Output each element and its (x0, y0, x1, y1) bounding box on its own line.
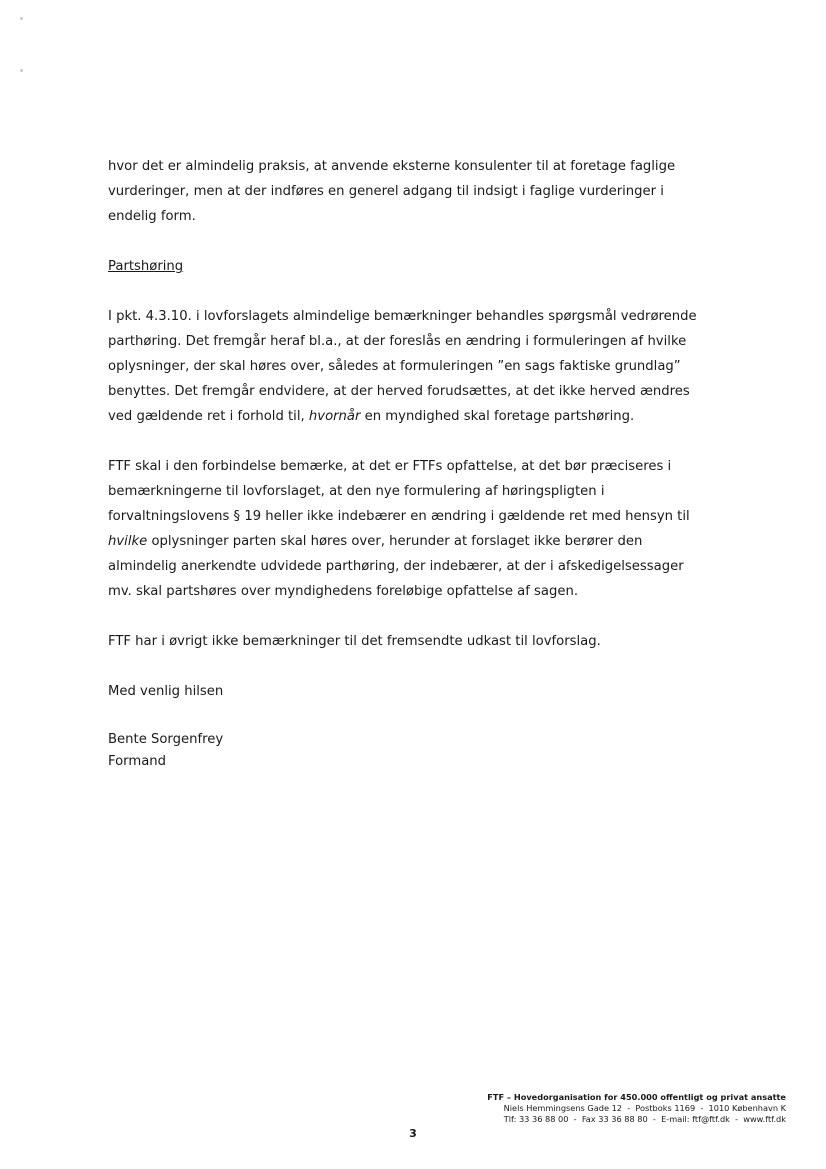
footer-organization: FTF – Hovedorganisation for 450.000 offentligt og privat ansatte (487, 1092, 786, 1102)
signer-title: Formand (108, 754, 167, 769)
footer-contact: Tlf: 33 36 88 00 - Fax 33 36 88 80 - E-mail: ftf@ftf.dk - www.ftf.dk (503, 1114, 786, 1124)
intro-paragraph: hvor det er almindelig praksis, at anvende eksterne konsulenter til at foretage faglige vurderinger, men at der indføres en generel adgang til indsigt i faglige vurderinger i endelig form. (108, 159, 676, 224)
footer-address: Niels Hemmingsens Gade 12 - Postboks 1169 - 1010 København K (503, 1103, 786, 1113)
paragraph-parthoering (108, 304, 698, 429)
paragraph-text: I pkt. 4.3.10. i lovforslagets almindelige bemærkninger behandles spørgsmål vedrørende parthøring. Det fremgår heraf bl.a., at der foreslås en ændring i formuleringen af hvilke oplysninger, der skal høres over, således at formuleringen ”en sags faktiske grundlag” benyttes. Det fremgår endvidere, at der herved forudsættes, at det ikke herved ændres ved gældende ret i forhold til, (108, 309, 697, 424)
scan-artifact (20, 17, 23, 20)
signature-block (108, 729, 698, 773)
paragraph-text: en myndighed skal foretage partshøring. (364, 409, 635, 424)
paragraph-no-further-remarks: FTF har i øvrigt ikke bemærkninger til det fremsendte udkast til lovforslag. (108, 634, 601, 649)
paragraph-text: oplysninger parten skal høres over, herunder at forslaget ikke berører den almindelig anerkendte udvidede parthøring, der indebærer, at der i afskedigelsessager mv. skal partshøres over myndighedens foreløbige opfattelse af sagen. (108, 534, 684, 599)
letterhead-footer (487, 1092, 786, 1125)
emphasis-text: hvilke (108, 534, 148, 549)
closing-greeting: Med venlig hilsen (108, 684, 224, 699)
scan-artifact (20, 69, 23, 72)
letter-body (108, 154, 698, 773)
signer-name: Bente Sorgenfrey (108, 732, 224, 747)
page-number: 3 (409, 1127, 417, 1140)
section-heading: Partshøring (108, 259, 184, 274)
paragraph-ftf-remark (108, 454, 698, 604)
paragraph-text: FTF skal i den forbindelse bemærke, at det er FTFs opfattelse, at det bør præciseres i bemærkningerne til lovforslaget, at den nye formulering af høringspligten i forvaltningslovens § 19 heller ikke indebærer en ændring i gældende ret med hensyn til (108, 459, 690, 524)
emphasis-text: hvornår (308, 409, 361, 424)
